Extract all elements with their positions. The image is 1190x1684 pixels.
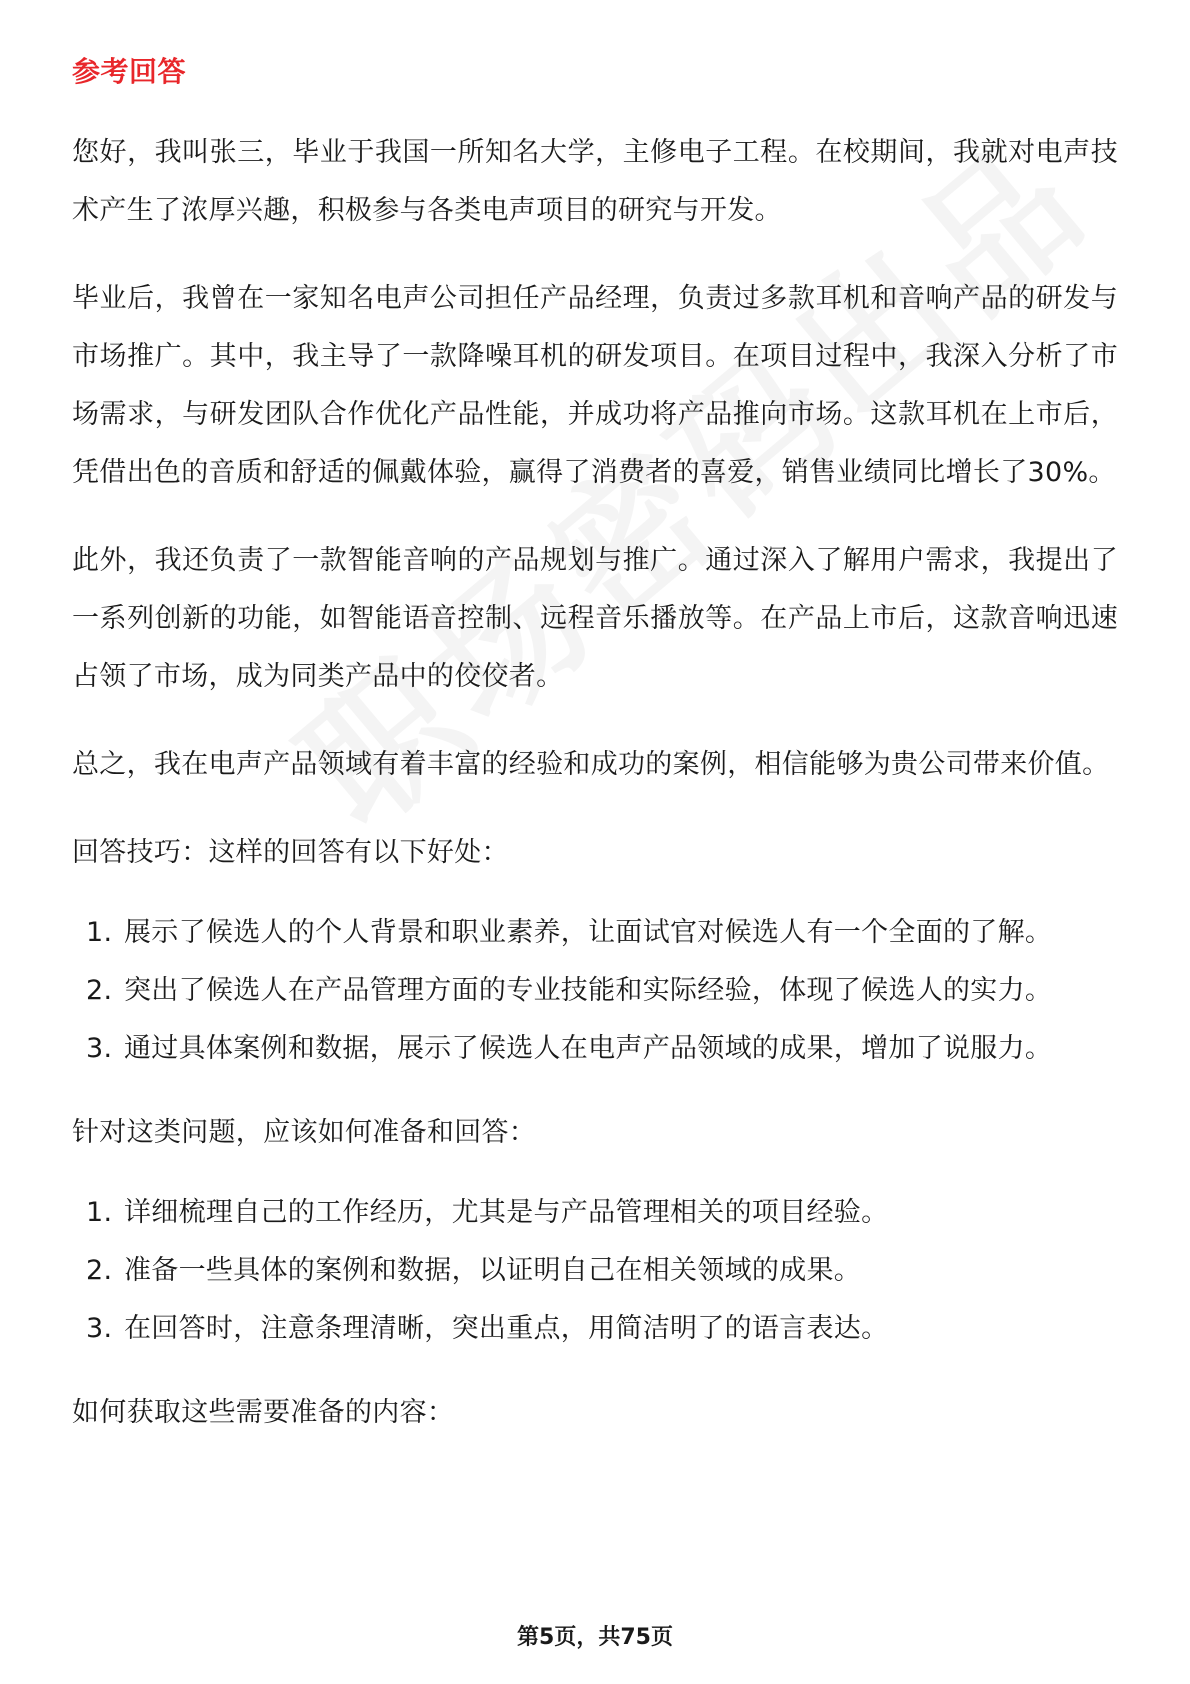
document-page	[72, 40, 1118, 1464]
tips-list	[72, 904, 1118, 1078]
list-item-text: 突出了候选人在产品管理方面的专业技能和实际经验，体现了候选人的实力。	[124, 975, 1053, 1006]
paragraph-smart-speaker: 此外，我还负责了一款智能音响的产品规划与推广。通过深入了解用户需求，我提出了一系列创新的功能，如智能语音控制、远程音乐播放等。在产品上市后，这款音响迅速占领了市场，成为同类产品中的佼佼者。	[72, 545, 1118, 692]
list-item-text: 在回答时，注意条理清晰，突出重点，用简洁明了的语言表达。	[124, 1313, 889, 1344]
section-heading: 参考回答	[72, 55, 187, 88]
list-number: 3.	[86, 1313, 113, 1344]
list-number: 1.	[86, 917, 113, 948]
closing-lead: 如何获取这些需要准备的内容：	[72, 1397, 455, 1428]
list-item	[72, 1242, 1118, 1300]
paragraph-experience: 毕业后，我曾在一家知名电声公司担任产品经理，负责过多款耳机和音响产品的研发与市场推广。其中，我主导了一款降噪耳机的研发项目。在项目过程中，我深入分析了市场需求，与研发团队合作优化产品性能，并成功将产品推向市场。这款耳机在上市后，凭借出色的音质和舒适的佩戴体验，赢得了消费者的喜爱，销售业绩同比增长了30%。	[72, 283, 1118, 488]
list-item	[72, 1020, 1118, 1078]
list-item	[72, 1300, 1118, 1358]
prepare-lead: 针对这类问题，应该如何准备和回答：	[72, 1117, 537, 1148]
list-number: 2.	[86, 1255, 113, 1286]
list-item-text: 详细梳理自己的工作经历，尤其是与产品管理相关的项目经验。	[124, 1197, 889, 1228]
list-item	[72, 962, 1118, 1020]
list-item	[72, 1184, 1118, 1242]
list-number: 1.	[86, 1197, 113, 1228]
paragraph-summary: 总之，我在电声产品领域有着丰富的经验和成功的案例，相信能够为贵公司带来价值。	[72, 749, 1110, 780]
list-number: 2.	[86, 975, 113, 1006]
paragraph-intro: 您好，我叫张三，毕业于我国一所知名大学，主修电子工程。在校期间，我就对电声技术产生了浓厚兴趣，积极参与各类电声项目的研究与开发。	[72, 137, 1118, 226]
list-item	[72, 904, 1118, 962]
page-number-footer: 第5页，共75页	[517, 1625, 673, 1650]
list-number: 3.	[86, 1033, 113, 1064]
list-item-text: 展示了候选人的个人背景和职业素养，让面试官对候选人有一个全面的了解。	[124, 917, 1053, 948]
tips-lead: 回答技巧：这样的回答有以下好处：	[72, 837, 509, 868]
prepare-list	[72, 1184, 1118, 1358]
list-item-text: 通过具体案例和数据，展示了候选人在电声产品领域的成果，增加了说服力。	[124, 1033, 1053, 1064]
list-item-text: 准备一些具体的案例和数据，以证明自己在相关领域的成果。	[124, 1255, 862, 1286]
